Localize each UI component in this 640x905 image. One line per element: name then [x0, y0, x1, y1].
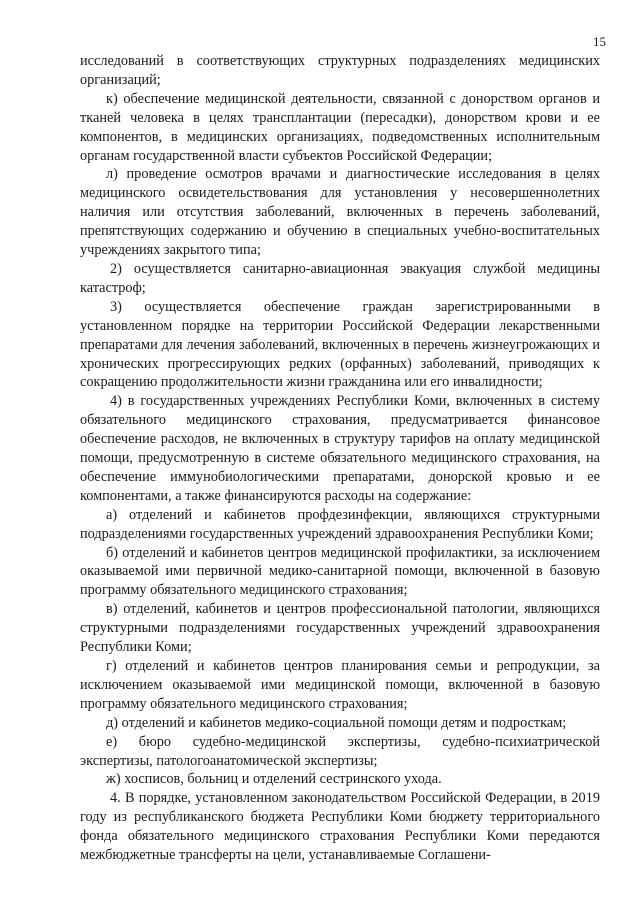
paragraph: 2) осуществляется санитарно-авиационная эвакуация службой медицины катастроф; — [80, 260, 600, 296]
paragraph: 4. В порядке, установленном законодательством Российской Федерации, в 2019 году из республиканского бюджета Республики Коми бюджету территориального фонда обязательного медицинского страхования Республики Коми передаются межбюджетные трансферты на цели, устанавливаемые Соглашени- — [80, 790, 600, 864]
document-body — [80, 52, 600, 865]
paragraph: 4) в государственных учреждениях Республики Коми, включенных в систему обязательного медицинского страхования, предусматривается финансовое обеспечение расходов, не включенных в структуру тарифов на оплату медицинской помощи, предусмотренную в системе обязательного медицинского страхования, на обеспечение иммунобиологическими препаратами, донорской кровью и ее компонентами, а также финансируются расходы на содержание: — [80, 393, 600, 504]
page-number: 15 — [593, 34, 606, 49]
paragraph: 3) осуществляется обеспечение граждан зарегистрированными в установленном порядке на территории Российской Федерации лекарственными препаратами для лечения заболеваний, включенных в перечень жизнеугрожающих и хронических прогрессирующих редких (орфанных) заболеваний, приводящих к сокращению продолжительности жизни гражданина или его инвалидности; — [80, 298, 600, 391]
paragraph: д) отделений и кабинетов медико-социальной помощи детям и подросткам; — [106, 714, 567, 731]
paragraph: ж) хосписов, больниц и отделений сестринского ухода. — [106, 771, 442, 788]
paragraph: а) отделений и кабинетов профдезинфекции, являющихся структурными подразделениями государственных учреждений здравоохранения Республики Коми; — [80, 506, 600, 542]
paragraph: е) бюро судебно-медицинской экспертизы, судебно-психиатрической экспертизы, патологоанатомической экспертизы; — [80, 733, 600, 769]
paragraph: исследований в соответствующих структурных подразделениях медицинских организаций; — [80, 53, 600, 88]
paragraph: в) отделений, кабинетов и центров профессиональной патологии, являющихся структурными подразделениями государственных учреждений здравоохранения Республики Коми; — [80, 601, 600, 656]
paragraph: б) отделений и кабинетов центров медицинской профилактики, за исключением оказываемой ими первичной медико-санитарной помощи, включенной в базовую программу обязательного медицинского страхования; — [80, 544, 600, 599]
paragraph: г) отделений и кабинетов центров планирования семьи и репродукции, за исключением оказываемой ими медицинской помощи, включенной в базовую программу обязательного медицинского страхования; — [80, 658, 600, 712]
paragraph: л) проведение осмотров врачами и диагностические исследования в целях медицинского освидетельствования для установления у несовершеннолетних наличия или отсутствия заболеваний, включенных в перечень заболеваний, препятствующих содержанию и обучению в специальных учебно-воспитательных учреждениях закрытого типа; — [80, 166, 600, 259]
paragraph: к) обеспечение медицинской деятельности, связанной с донорством органов и тканей человека в целях трансплантации (пересадки), донорством крови и ее компонентов, в медицинских организациях, подведомственных исполнительным органам государственной власти субъектов Российской Федерации; — [80, 90, 600, 164]
